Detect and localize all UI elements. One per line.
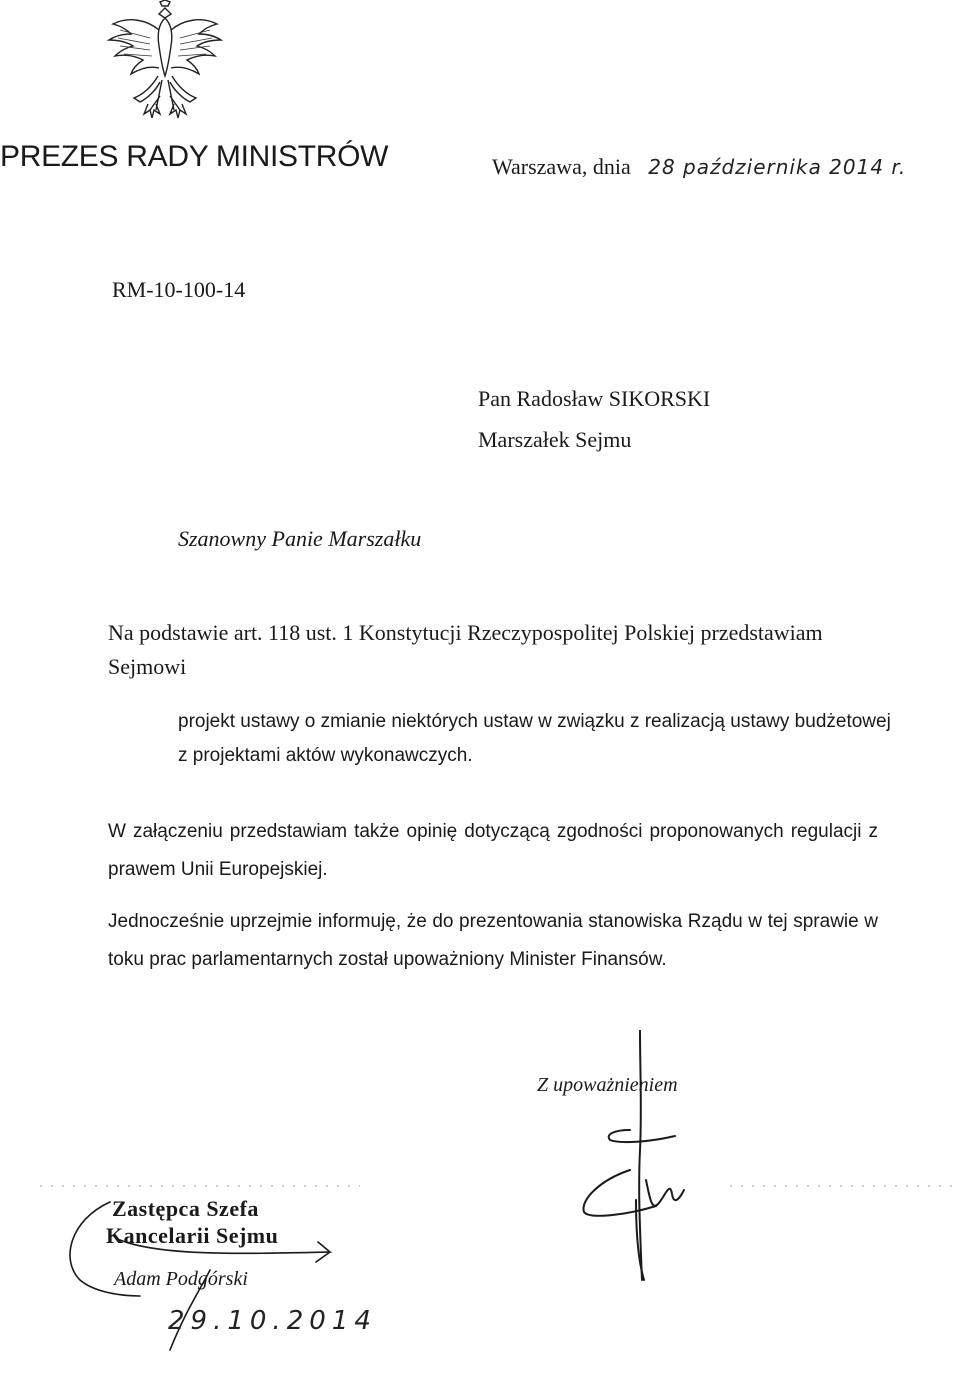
body-paragraph-4: Jednocześnie uprzejmie informuję, że do prezentowania stanowiska Rządu w tej sprawie w toku prac parlamentarnych został upoważniony Minister Finansów. bbox=[108, 911, 878, 970]
signature-scribble-icon bbox=[560, 1030, 720, 1290]
stamp-name: Adam Podgórski bbox=[114, 1268, 248, 1290]
dateline bbox=[492, 154, 906, 180]
stamp-line-2: Kancelarii Sejmu bbox=[106, 1223, 279, 1248]
polish-eagle-emblem-icon bbox=[100, 0, 230, 122]
authorization-text: Z upoważnieniem bbox=[537, 1074, 678, 1096]
dateline-prefix: Warszawa, dnia bbox=[492, 154, 631, 179]
body-paragraph-3: W załączeniu przedstawiam także opinię dotyczącą zgodności proponowanych regulacji z prawem Unii Europejskiej. bbox=[108, 821, 878, 880]
body-paragraph-2: projekt ustawy o zmianie niektórych ustaw w związku z realizacją ustawy budżetowej z projektami aktów wykonawczych. bbox=[178, 711, 891, 766]
salutation: Szanowny Panie Marszałku bbox=[178, 526, 422, 551]
body-paragraph-1-line-2: Sejmowi bbox=[108, 654, 187, 679]
stamp-handwritten-date: 29.10.2014 bbox=[168, 1306, 377, 1336]
body-paragraph-1-line-1: Na podstawie art. 118 ust. 1 Konstytucji Rzeczypospolitej Polskiej przedstawiam bbox=[108, 620, 823, 645]
addressee-name: Pan Radosław SIKORSKI bbox=[478, 386, 711, 411]
addressee-title: Marszałek Sejmu bbox=[478, 427, 632, 452]
stamp-line-1: Zastępca Szefa bbox=[112, 1196, 259, 1221]
office-title: PREZES RADY MINISTRÓW bbox=[0, 140, 389, 173]
reference-number: RM-10-100-14 bbox=[112, 277, 246, 302]
handwritten-date: 28 października 2014 r. bbox=[648, 155, 907, 179]
